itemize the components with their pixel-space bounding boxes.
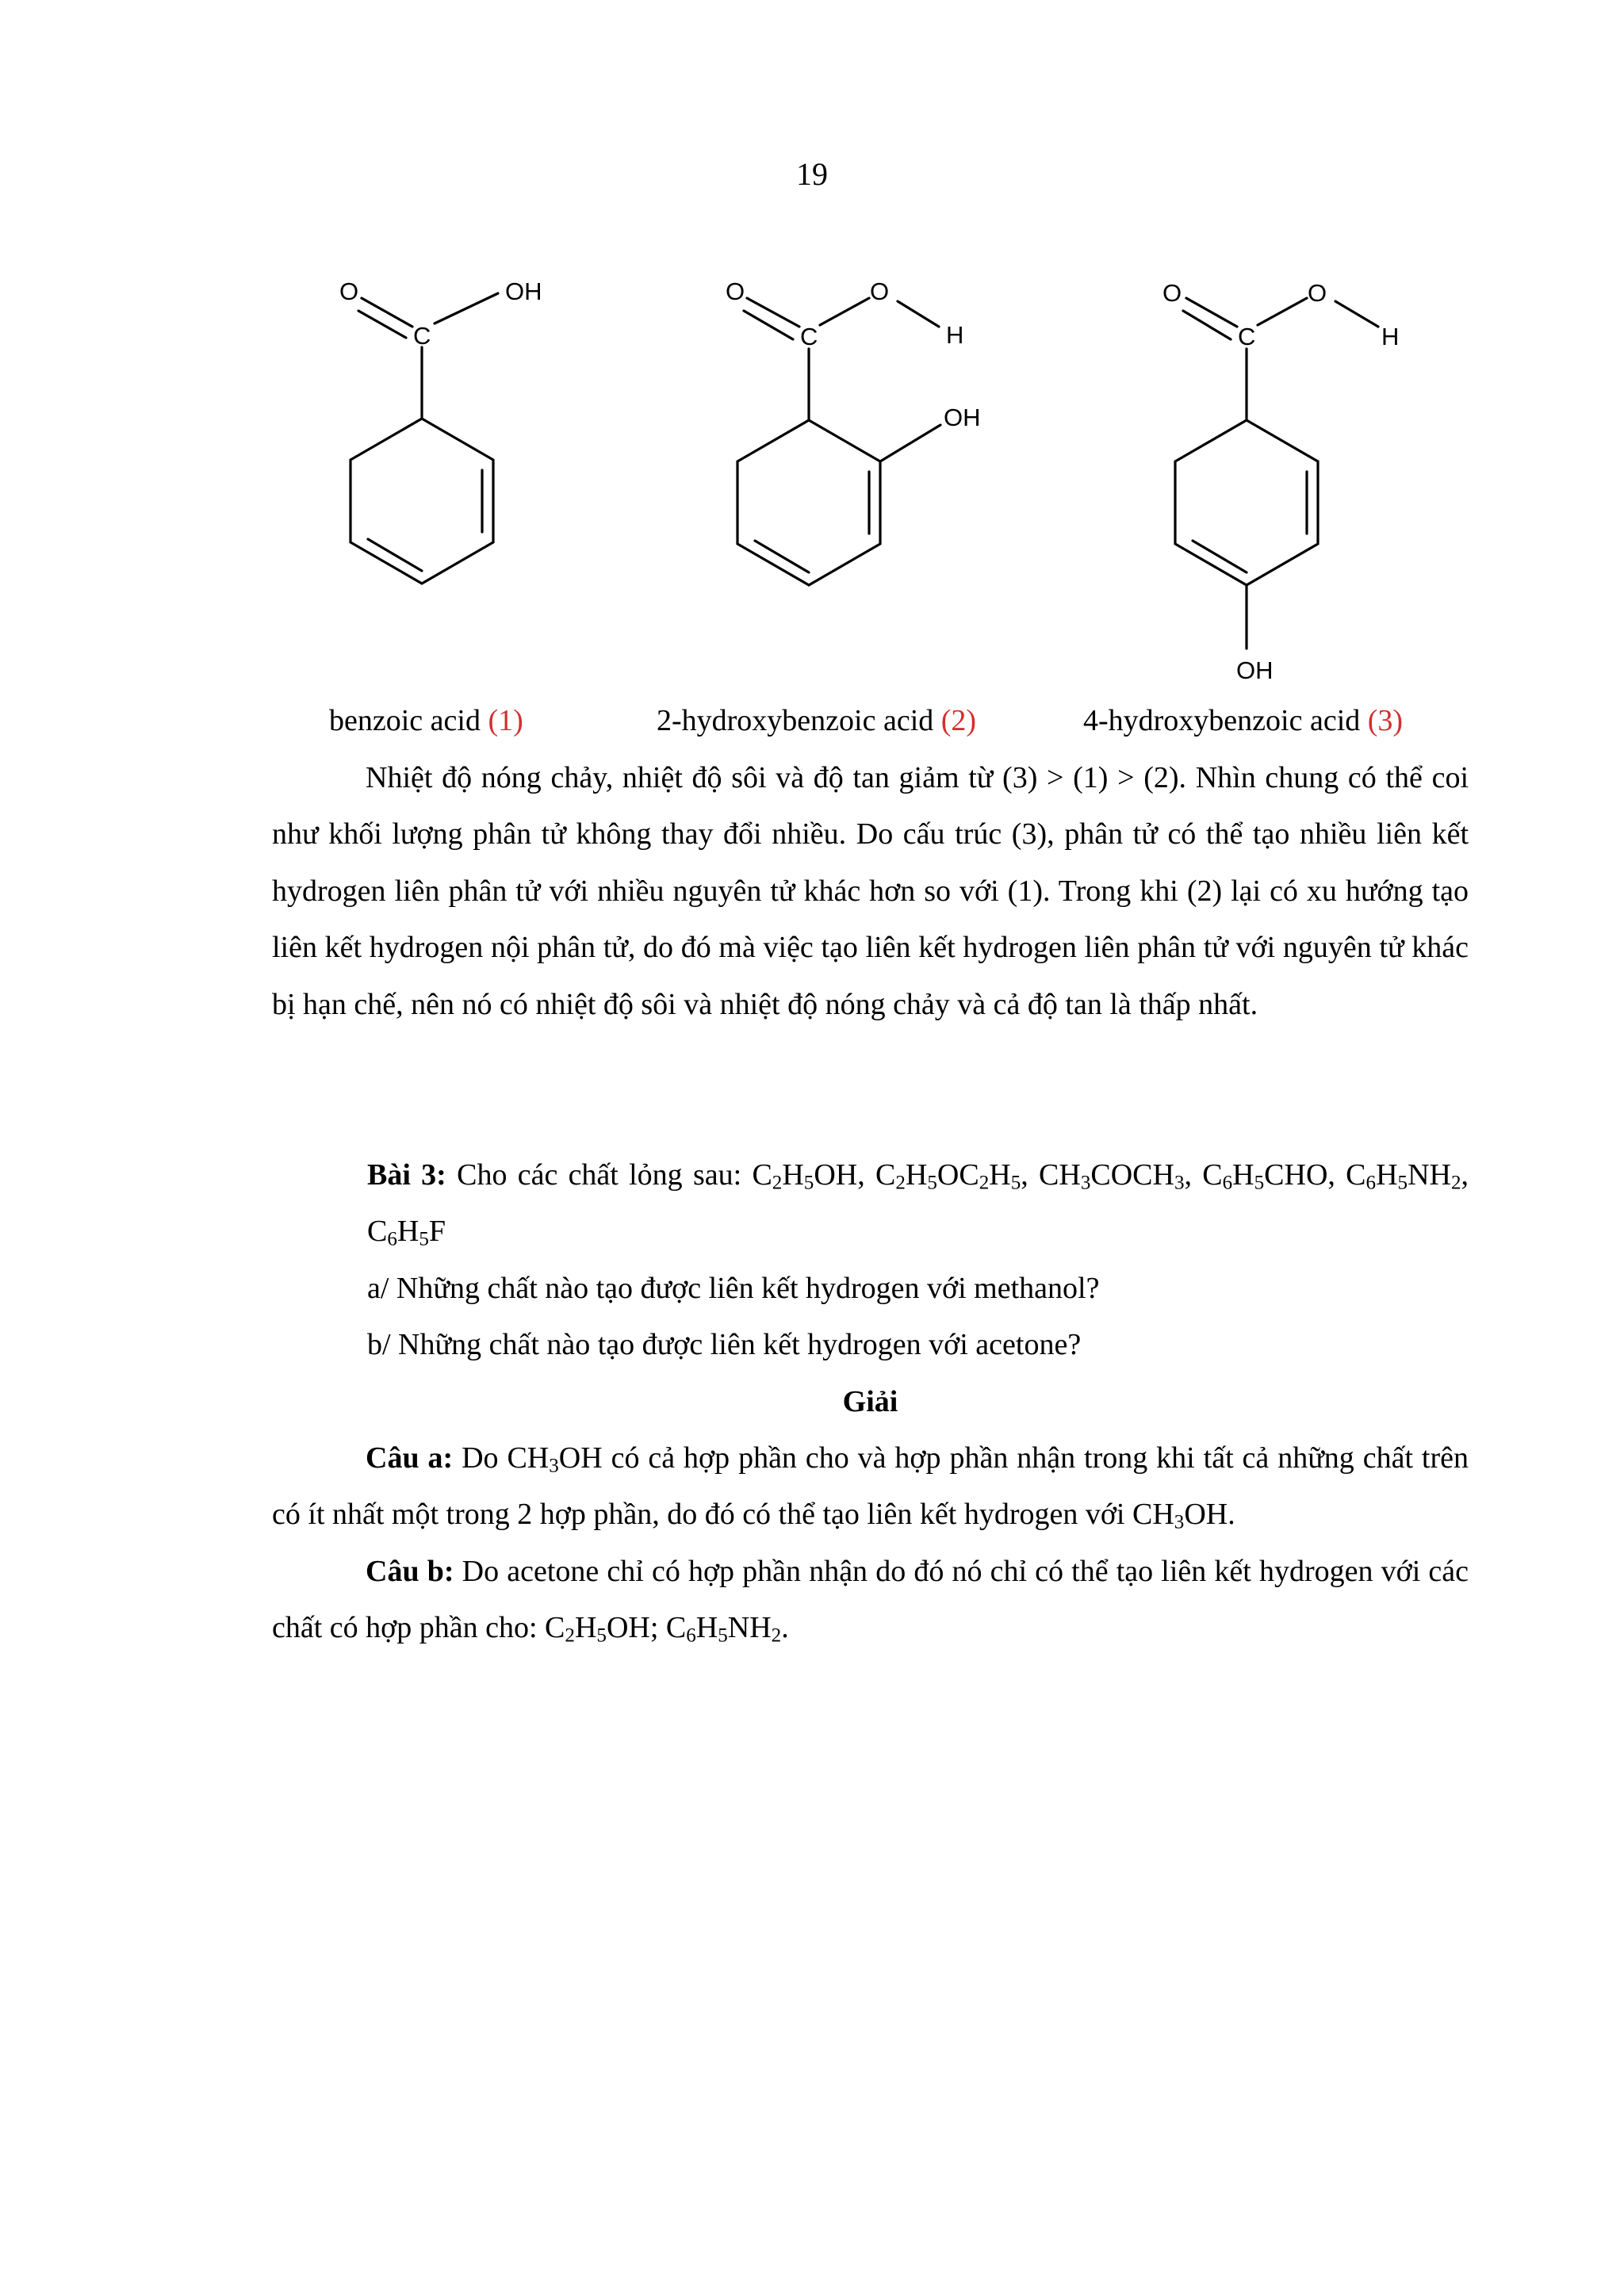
atom-label: C [800,323,818,350]
atom-label: O [339,277,359,305]
atom-label: C [1238,323,1256,350]
exercise-label: Bài 3: [367,1158,446,1192]
atom-label: H [1381,323,1400,350]
atom-label: H [946,321,964,349]
chemical-structures [0,0,1624,714]
formula-ethanol: $C_2H_5OH$ [752,1158,858,1194]
paragraph-text: Nhiệt độ nóng chảy, nhiệt độ sôi và độ tan giảm từ (3) > (1) > (2). Nhìn chung có thể coi như khối lượng phân tử không thay đổi nhiều. Do cấu trúc (3), phân tử có thể tạo nhiều liên kết hydrogen liên phân tử với nhiều nguyên tử khác hơn so với (1). Trong khi (2) lại có xu hướng tạo liên kết hydrogen nội phân tử, do đó mà việc tạo liên kết hydrogen liên phân tử với nguyên tử khác bị hạn chế, nên nó có nhiệt độ sôi và nhiệt độ nóng chảy và cả độ tan là thấp nhất. [272,761,1469,1021]
atom-label: C [413,322,431,350]
atom-label: O [870,277,890,305]
atom-label: O [1162,279,1182,307]
formula-fluorobenzene: $C_6H_5F$ [367,1215,446,1250]
exercise-3 [367,1147,1469,1374]
solution-answers [272,1430,1469,1657]
atom-label: OH [944,404,981,431]
question-b: b/ Những chất nào tạo được liên kết hydrogen với acetone? [367,1328,1082,1362]
atom-label: OH [505,277,542,305]
explanation-paragraph [272,750,1469,1033]
formula-benzaldehyde: $C_6H_5CHO$ [1202,1158,1328,1194]
answer-a: Câu a: Do $CH_3OH$ có cả hợp phần cho và hợp phần nhận trong khi tất cả những chất trên có ít nhất một trong 2 hợp phần, do đó có thể tạo liên kết hydrogen với $CH_3OH$. [272,1441,1469,1533]
exercise-3-statement: Bài 3: Cho các chất lỏng sau: $C_2H_5OH$, $C_2H_5OC_2H_5$, $CH_3COCH_3$, $C_6H_5CHO$, $C_6H_5NH_2$, $C_6H_5F$ [367,1158,1469,1250]
caption-benzoic-acid: benzoic acid (1) [329,704,523,737]
formula-diethyl-ether: $C_2H_5OC_2H_5$ [875,1158,1021,1194]
formula-acetone: $CH_3COCH_3$ [1039,1158,1185,1194]
4-hydroxybenzoic-acid-structure [1175,298,1378,649]
solution-heading: Giải [842,1385,898,1418]
2-hydroxybenzoic-acid-structure [737,298,940,585]
answer-b: Câu b: Do acetone chỉ có hợp phần nhận do đó nó chỉ có thể tạo liên kết hydrogen với các chất có hợp phần cho: $C_2H_5OH$; $C_6H_5NH_2$. [272,1554,1469,1647]
formula-aniline: $C_6H_5NH_2$ [1346,1158,1461,1194]
atom-label: OH [1236,656,1274,684]
page-number: 19 [796,156,828,192]
caption-2-hydroxybenzoic-acid: 2-hydroxybenzoic acid (2) [657,704,977,737]
atom-label: O [726,277,745,305]
atom-label: O [1308,279,1327,307]
question-a: a/ Những chất nào tạo được liên kết hydrogen với methanol? [367,1271,1100,1305]
caption-4-hydroxybenzoic-acid: 4-hydroxybenzoic acid (3) [1083,704,1404,737]
structures-svg [0,0,1624,714]
